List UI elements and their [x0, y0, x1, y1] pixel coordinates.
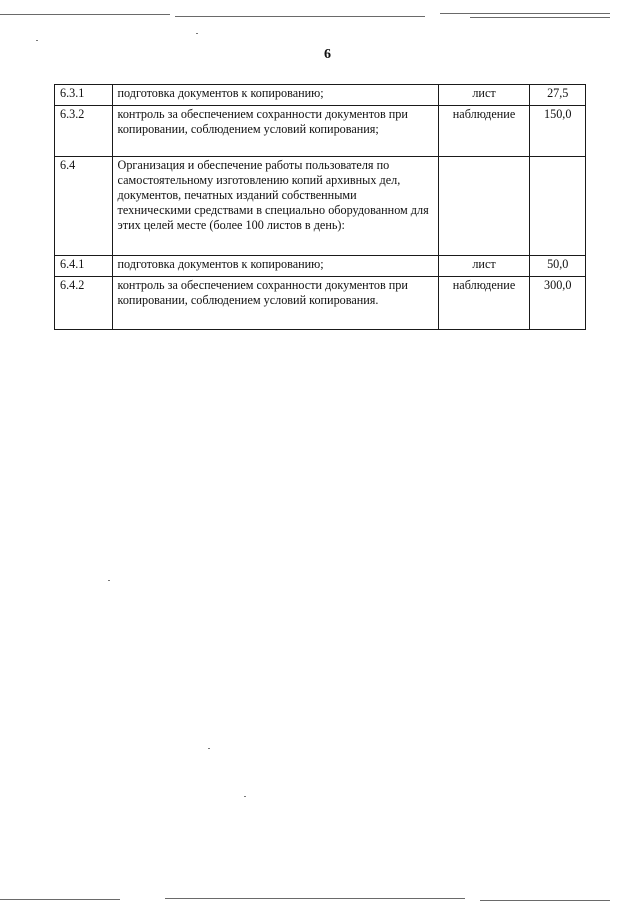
row-unit: лист [438, 85, 530, 106]
row-value: 150,0 [530, 106, 586, 157]
row-value: 300,0 [530, 277, 586, 330]
row-value: 50,0 [530, 256, 586, 277]
scan-speck [108, 580, 110, 581]
scan-artifact-bottom [165, 898, 465, 899]
row-unit: наблюдение [438, 106, 530, 157]
scan-artifact-top [440, 13, 610, 14]
scan-speck [244, 796, 246, 797]
row-number: 6.4.2 [55, 277, 113, 330]
scan-artifact-bottom [0, 899, 120, 900]
row-value [530, 157, 586, 256]
row-description: контроль за обеспечением сохранности документов при копировании, соблюдением условий копирования. [112, 277, 438, 330]
scan-artifact-top [470, 17, 610, 18]
row-number: 6.4 [55, 157, 113, 256]
row-number: 6.3.2 [55, 106, 113, 157]
table-row [55, 277, 586, 330]
scan-speck [196, 33, 198, 34]
row-description: подготовка документов к копированию; [112, 85, 438, 106]
table-row [55, 85, 586, 106]
row-number: 6.3.1 [55, 85, 113, 106]
table-row [55, 256, 586, 277]
scan-artifact-top [175, 16, 425, 17]
page-number: 6 [324, 47, 331, 62]
table-row [55, 106, 586, 157]
tariff-table [54, 84, 586, 330]
scan-artifact-top [0, 14, 170, 15]
row-unit: лист [438, 256, 530, 277]
scan-artifact-bottom [480, 900, 610, 901]
row-unit: наблюдение [438, 277, 530, 330]
row-description: контроль за обеспечением сохранности документов при копировании, соблюдением условий копирования; [112, 106, 438, 157]
row-description: Организация и обеспечение работы пользователя по самостоятельному изготовлению копий архивных дел, документов, печатных изданий собственными техническими средствами в специально оборудованном для этих целей месте (более 100 листов в день): [112, 157, 438, 256]
row-value: 27,5 [530, 85, 586, 106]
row-unit [438, 157, 530, 256]
scan-speck [208, 748, 210, 749]
row-description: подготовка документов к копированию; [112, 256, 438, 277]
table-row [55, 157, 586, 256]
scan-speck [36, 40, 38, 41]
row-number: 6.4.1 [55, 256, 113, 277]
